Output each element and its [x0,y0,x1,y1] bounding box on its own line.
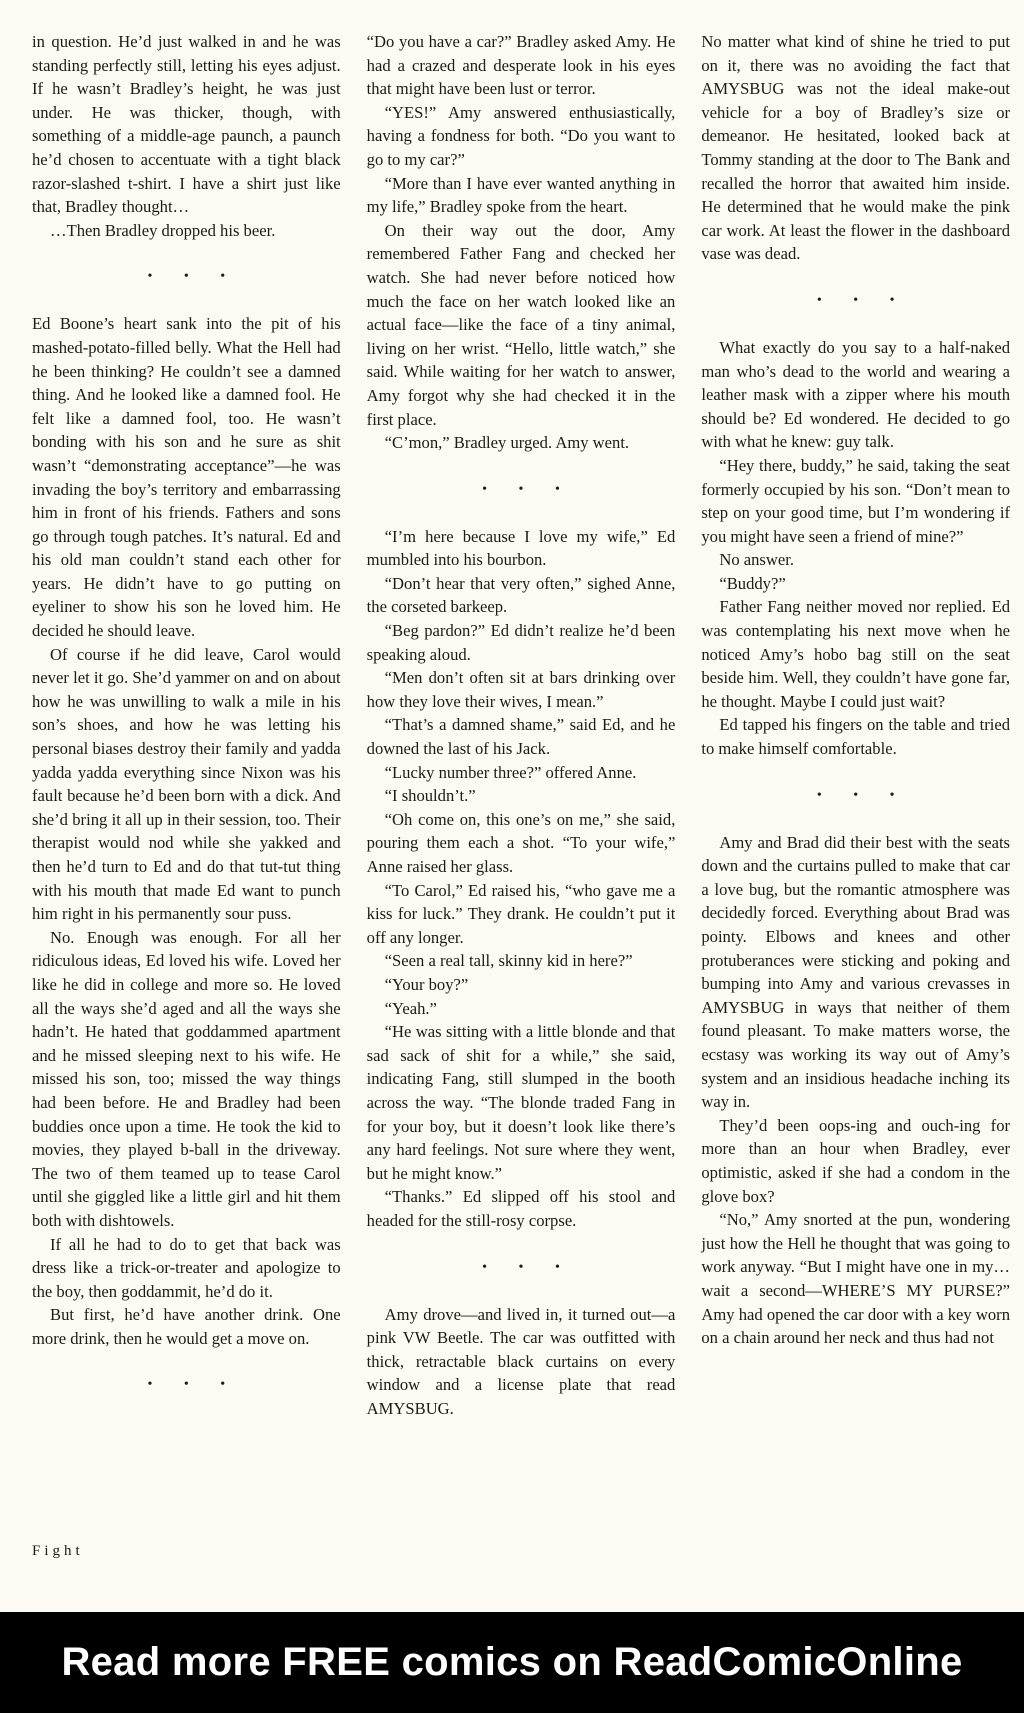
page-folio: Fight [32,1543,84,1559]
column-2 [367,30,676,1420]
paragraph: No answer. [719,550,794,570]
paragraph: “Beg pardon?” Ed didn’t realize he’d been speaking aloud. [366,621,676,664]
paragraph: Amy drove—and lived in, it turned out—a pink VW Beetle. The car was outfitted with thick, retractable black curtains on every window and a license plate that read AMYSBUG. [366,1304,676,1418]
paragraph: But first, he’d have another drink. One more drink, then he would get a move on. [32,1305,341,1348]
paragraph: No. Enough was enough. For all her ridiculous ideas, Ed loved his wife. Loved her like he did in college and more so. He loved all the ways she’d aged and all the ways she hadn’t. He hated that goddammed apartment and he missed sleeping next to his wife. He missed his son, too; missed the way things had been before. He and Bradley had been buddies once upon a time. He took the kid to movies, they played b-ball in the driveway. The two of them teamed up to tease Carol until she giggled like a little girl and hit them both with dishtowels. [32,927,341,1230]
paragraph: “C’mon,” Bradley urged. Amy went. [384,433,630,453]
paragraph: On their way out the door, Amy remembered Father Fang and checked her watch. She had never before noticed how much the face on her watch looked like an actual face—like the face of a tiny animal, living on her wrist. “Hello, little watch,” she said. While waiting for her watch to answer, Amy forgot why she had checked it in the first place. [366,220,676,429]
column-3 [701,30,1010,1420]
section-separator: • • • [816,292,909,308]
paragraph: “I shouldn’t.” [384,786,476,806]
paragraph: “Hey there, buddy,” he said, taking the seat formerly occupied by his son. “Don’t mean to step on your good time, but I’m wondering if you might have seen a friend of mine?” [701,455,1011,546]
paragraph: Father Fang neither moved nor replied. Ed was contemplating his next move when he noticed Amy’s hobo bag still on the seat beside him. Well, they couldn’t have gone far, he thought. Maybe I could just wait? [701,597,1011,711]
paragraph: “More than I have ever wanted anything in my life,” Bradley spoke from the heart. [366,173,676,217]
paragraph: in question. He’d just walked in and he was standing perfectly still, letting his eyes adjust. If he wasn’t Bradley’s height, he was just under. He was thicker, though, with something of a middle-age paunch, a paunch he’d chosen to accentuate with a tight black razor-slashed t-shirt. I have a shirt just like that, Bradley thought… [32,32,341,217]
paragraph: Of course if he did leave, Carol would never let it go. She’d yammer on and on about how he was unwilling to walk a mile in his son’s shoes, and how he was letting his personal biases destroy their family and yadda yadda yadda everything since Nixon was his fault because he’d been born with a dick. And she’d bring it all up in their session, too. Their therapist would nod while she yakked and then he’d turn to Ed and do that tut-tut thing with his mouth that made Ed want to punch him right in his permanently sour puss. [32,644,341,924]
column-1 [32,30,341,1420]
paragraph: “YES!” Amy answered enthusiastically, having a fondness for both. “Do you want to go to my car?” [366,102,676,169]
paragraph: Ed Boone’s heart sank into the pit of his mashed-potato-filled belly. What the Hell had he been thinking? He couldn’t see a damned thing. And he looked like a damned fool. He felt like a damned fool, too. He wasn’t bonding with his son and he sure as shit wasn’t “demonstrating acceptance”—he was invading the boy’s territory and embarrassing him in front of his friends. Fathers and sons go through tough patches. It’s natural. Ed and his old man couldn’t stand each other for years. He didn’t have to go putting on eyeliner to show his son he loved him. He decided he should leave. [32,314,341,641]
paragraph: “Lucky number three?” offered Anne. [384,762,637,782]
paragraph: “Oh come on, this one’s on me,” she said, pouring them each a shot. “To your wife,” Anne raised her glass. [366,809,676,876]
paragraph: “He was sitting with a little blonde and that sad sack of shit for a while,” she said, indicating Fang, still slumped in the booth across the way. “The blonde traded Fang in for your boy, but it doesn’t look like there’s any hard feelings. Not sure where they went, but he might know.” [366,1022,676,1183]
paragraph: “Thanks.” Ed slipped off his stool and headed for the still-rosy corpse. [366,1187,676,1230]
promo-banner[interactable]: Read more FREE comics on ReadComicOnline [0,1612,1024,1713]
section-separator: • • • [482,481,574,497]
paragraph: “Yeah.” [384,998,437,1018]
paragraph: “Seen a real tall, skinny kid in here?” [384,951,633,971]
paragraph: No matter what kind of shine he tried to put on it, there was no avoiding the fact that AMYSBUG was not the ideal make-out vehicle for a boy of Bradley’s size or demeanor. He hesitated, looked back at Tommy standing at the door to The Bank and recalled the horror that awaited him inside. He determined that he would make the pink car work. At least the flower in the dashboard vase was dead. [701,32,1011,264]
paragraph: “No,” Amy snorted at the pun, wondering just how the Hell he thought that was going to work anyway. “But I might have one in my… wait a second—WHERE’S MY PURSE?” Amy had opened the car door with a key worn on a chain around her neck and thus had not [701,1210,1011,1348]
paragraph: What exactly do you say to a half-naked man who’s dead to the world and wearing a leather mask with a zipper where his mouth should be? Ed wondered. He decided to go with what he knew: guy talk. [701,337,1011,452]
text-columns [32,30,1010,1420]
paragraph: “Buddy?” [719,573,786,593]
section-separator: • • • [147,1377,240,1393]
paragraph: “To Carol,” Ed raised his, “who gave me a kiss for luck.” They drank. He couldn’t put it off any longer. [366,880,676,947]
paragraph: Amy and Brad did their best with the seats down and the curtains pulled to make that car a love bug, but the romantic atmosphere was decidedly forced. Everything about Brad was pointy. Elbows and knees and other protuberances were sticking and poking and bumping into Amy and various crevasses in AMYSBUG in ways that neither of them found pleasant. To make matters worse, the ecstasy was working its way out of Amy’s system and an insidious headache inching its way in. [701,832,1011,1112]
paragraph: “Don’t hear that very often,” sighed Anne, the corseted barkeep. [366,573,676,617]
paragraph: “I’m here because I love my wife,” Ed mumbled into his bourbon. [366,526,676,570]
paragraph: …Then Bradley dropped his beer. [50,220,276,240]
paragraph: “Men don’t often sit at bars drinking over how they love their wives, I mean.” [366,668,676,711]
paragraph: “Your boy?” [384,974,469,994]
paragraph: Ed tapped his fingers on the table and tried to make himself comfortable. [701,715,1011,759]
paragraph: If all he had to do to get that back was dress like a trick-or-treater and apologize to the boy, then goddammit, he’d do it. [32,1234,341,1301]
paragraph: “Do you have a car?” Bradley asked Amy. He had a crazed and desperate look in his eyes that might have been lust or terror. [366,32,676,99]
paragraph: “That’s a damned shame,” said Ed, and he downed the last of his Jack. [366,715,676,759]
paragraph: They’d been oops-ing and ouch-ing for more than an hour when Bradley, ever optimistic, asked if she had a condom in the glove box? [701,1115,1011,1206]
section-separator: • • • [147,269,240,285]
section-separator: • • • [482,1259,574,1275]
section-separator: • • • [816,787,909,803]
